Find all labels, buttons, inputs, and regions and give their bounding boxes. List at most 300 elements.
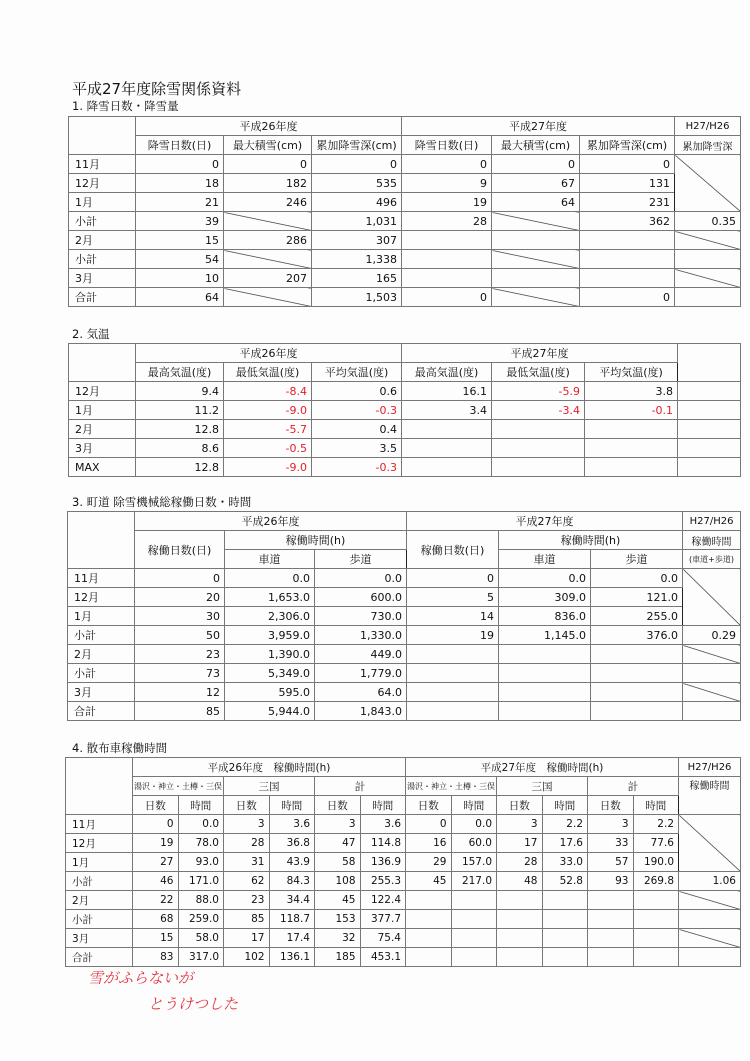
- table-cell: 45: [406, 872, 452, 891]
- table-row: [66, 815, 741, 834]
- table-cell: [497, 948, 543, 967]
- col-header: 最低気温(度): [224, 363, 312, 382]
- table-cell: 3,959.0: [225, 626, 315, 645]
- table-cell: 153: [315, 910, 361, 929]
- area-header: 湯沢・神立・土樽・三俣: [406, 777, 497, 796]
- table-row: [69, 439, 741, 458]
- ratio-cell: [675, 250, 741, 269]
- table-cell: 108: [315, 872, 361, 891]
- table-cell: [402, 420, 492, 439]
- table-cell: [224, 212, 312, 231]
- table-cell: 64: [492, 193, 580, 212]
- table-cell: 52.8: [542, 872, 588, 891]
- ratio-cell: [679, 948, 741, 967]
- table-cell: 0: [402, 155, 492, 174]
- table-cell: -9.0: [224, 401, 312, 420]
- table-cell: [499, 664, 591, 683]
- table-cell: 2,306.0: [225, 607, 315, 626]
- table-cell: 1,779.0: [315, 664, 407, 683]
- spreader-operation-table: [65, 757, 741, 967]
- corner-cell: [66, 758, 133, 815]
- diagonal-cell: [683, 569, 741, 626]
- table-cell: [406, 891, 452, 910]
- table-cell: 17: [497, 834, 543, 853]
- table-cell: 12.8: [136, 458, 224, 477]
- hours-header: 時間: [269, 796, 315, 815]
- table-cell: [406, 929, 452, 948]
- table-cell: 0.0: [315, 569, 407, 588]
- row-label: 12月: [69, 382, 136, 401]
- table-row: [66, 891, 741, 910]
- col-header: 車道: [499, 550, 591, 569]
- table-cell: [406, 948, 452, 967]
- table-row: [68, 645, 741, 664]
- total-header: 計: [315, 777, 406, 796]
- table-cell: 0: [407, 569, 499, 588]
- corner-cell: [69, 117, 136, 155]
- row-label: 小計: [69, 212, 136, 231]
- col-header: 降雪日数(日): [402, 136, 492, 155]
- table-cell: 32: [315, 929, 361, 948]
- fy26-header: 平成26年度: [136, 344, 402, 363]
- table-row: [68, 702, 741, 721]
- table-row: [68, 588, 741, 607]
- table-cell: [588, 891, 634, 910]
- table-cell: 60.0: [451, 834, 497, 853]
- hours-header: 時間: [178, 796, 224, 815]
- table-cell: 0.4: [312, 420, 402, 439]
- table-row: [66, 910, 741, 929]
- table-cell: [580, 231, 675, 250]
- table-cell: 57: [588, 853, 634, 872]
- table-row: [66, 853, 741, 872]
- row-label: 3月: [69, 269, 136, 288]
- table-cell: [499, 702, 591, 721]
- ratio-cell: 1.06: [679, 872, 741, 891]
- area-header: 三国: [224, 777, 315, 796]
- fy27-header: 平成27年度: [402, 344, 678, 363]
- table-cell: 10: [136, 269, 224, 288]
- table-cell: [497, 929, 543, 948]
- table-cell: 18: [136, 174, 224, 193]
- table-cell: 17: [224, 929, 270, 948]
- table-cell: 0.0: [225, 569, 315, 588]
- fy26-header: 平成26年度 稼働時間(h): [133, 758, 406, 777]
- row-label: 11月: [68, 569, 135, 588]
- table-cell: 22: [133, 891, 179, 910]
- ratio-subheader: 稼働時間: [683, 531, 741, 550]
- table-cell: [492, 269, 580, 288]
- ratio-subheader: 稼働時間: [679, 777, 741, 815]
- col-header: 稼働日数(日): [407, 531, 499, 569]
- table-cell: 1,031: [312, 212, 402, 231]
- table-row: [69, 193, 741, 212]
- row-label: 小計: [69, 250, 136, 269]
- table-cell: 16: [406, 834, 452, 853]
- ratio-cell: [679, 910, 741, 929]
- area-header: 湯沢・神立・土樽・三俣: [133, 777, 224, 796]
- table-cell: 9: [402, 174, 492, 193]
- table-cell: 54: [136, 250, 224, 269]
- table-cell: 31: [224, 853, 270, 872]
- blank-cell: [678, 401, 741, 420]
- table-cell: 75.4: [360, 929, 406, 948]
- col-header: 最高気温(度): [402, 363, 492, 382]
- hours-header: 時間: [451, 796, 497, 815]
- table-cell: [499, 645, 591, 664]
- row-label: 2月: [69, 420, 136, 439]
- table-cell: 595.0: [225, 683, 315, 702]
- table-cell: [591, 645, 683, 664]
- table-cell: [542, 891, 588, 910]
- table-cell: 68: [133, 910, 179, 929]
- row-label: 2月: [68, 645, 135, 664]
- table-cell: 207: [224, 269, 312, 288]
- table-cell: [402, 231, 492, 250]
- ratio-cell: [683, 683, 741, 702]
- ratio-cell: [683, 645, 741, 664]
- table-cell: -0.1: [585, 401, 678, 420]
- row-label: 11月: [66, 815, 133, 834]
- table-cell: 88.0: [178, 891, 224, 910]
- row-label: 11月: [69, 155, 136, 174]
- table-cell: 836.0: [499, 607, 591, 626]
- table-cell: 15: [133, 929, 179, 948]
- table-cell: -0.3: [312, 401, 402, 420]
- table-cell: 23: [224, 891, 270, 910]
- table-cell: 255.3: [360, 872, 406, 891]
- table-cell: 46: [133, 872, 179, 891]
- table-cell: 535: [312, 174, 402, 193]
- table-cell: 0.6: [312, 382, 402, 401]
- table-cell: [492, 250, 580, 269]
- col-header: 稼働時間(h): [225, 531, 407, 550]
- table-row: [69, 174, 741, 193]
- table-cell: 0: [224, 155, 312, 174]
- table-cell: 73: [135, 664, 225, 683]
- table-cell: 21: [136, 193, 224, 212]
- table-row: [66, 872, 741, 891]
- table-cell: 3.5: [312, 439, 402, 458]
- section-1-heading: 1. 降雪日数・降雪量: [72, 99, 179, 113]
- col-header: 歩道: [315, 550, 407, 569]
- table-cell: 165: [312, 269, 402, 288]
- table-cell: [407, 702, 499, 721]
- row-label: 1月: [68, 607, 135, 626]
- section-3-heading: 3. 町道 除雪機械総稼働日数・時間: [72, 495, 252, 509]
- row-label: 2月: [66, 891, 133, 910]
- table-cell: 58.0: [178, 929, 224, 948]
- table-cell: 11.2: [136, 401, 224, 420]
- table-row: [68, 683, 741, 702]
- section-2-heading: 2. 気温: [72, 327, 110, 341]
- table-row: [66, 929, 741, 948]
- row-label: 1月: [69, 193, 136, 212]
- row-label: MAX: [69, 458, 136, 477]
- table-cell: [542, 910, 588, 929]
- table-cell: [402, 439, 492, 458]
- table-cell: 28: [224, 834, 270, 853]
- table-cell: [407, 645, 499, 664]
- table-row: [69, 212, 741, 231]
- row-label: 1月: [69, 401, 136, 420]
- table-cell: 286: [224, 231, 312, 250]
- table-cell: 16.1: [402, 382, 492, 401]
- col-header: 最低気温(度): [492, 363, 585, 382]
- table-cell: 85: [224, 910, 270, 929]
- table-cell: 45: [315, 891, 361, 910]
- table-cell: [492, 420, 585, 439]
- table-cell: [633, 891, 679, 910]
- table-cell: 67: [492, 174, 580, 193]
- table-cell: -5.9: [492, 382, 585, 401]
- diagonal-cell: [679, 815, 741, 872]
- table-cell: [492, 458, 585, 477]
- corner-cell: [69, 344, 136, 382]
- table-cell: 33: [588, 834, 634, 853]
- table-cell: 9.4: [136, 382, 224, 401]
- table-cell: 43.9: [269, 853, 315, 872]
- table-cell: [588, 929, 634, 948]
- table-row: [66, 948, 741, 967]
- table-cell: [492, 288, 580, 307]
- table-cell: 5,349.0: [225, 664, 315, 683]
- blank-cell: [678, 420, 741, 439]
- table-row: [69, 288, 741, 307]
- table-cell: [585, 420, 678, 439]
- table-cell: 93: [588, 872, 634, 891]
- table-cell: 5,944.0: [225, 702, 315, 721]
- table-cell: [492, 439, 585, 458]
- table-cell: -8.4: [224, 382, 312, 401]
- total-header: 計: [588, 777, 679, 796]
- table-cell: [542, 948, 588, 967]
- table-cell: 131: [580, 174, 675, 193]
- table-cell: 102: [224, 948, 270, 967]
- table-row: [69, 420, 741, 439]
- table-cell: 231: [580, 193, 675, 212]
- col-header: 稼働日数(日): [135, 531, 225, 569]
- table-cell: [492, 231, 580, 250]
- table-cell: 14: [407, 607, 499, 626]
- col-header: 平均気温(度): [585, 363, 678, 382]
- table-row: [68, 607, 741, 626]
- col-header: 歩道: [591, 550, 683, 569]
- table-cell: 182: [224, 174, 312, 193]
- table-cell: 58: [315, 853, 361, 872]
- table-cell: 0.0: [499, 569, 591, 588]
- table-cell: 0: [133, 815, 179, 834]
- table-cell: 309.0: [499, 588, 591, 607]
- table-cell: 3.6: [360, 815, 406, 834]
- table-row: [69, 231, 741, 250]
- ratio-note: (車道+歩道): [683, 550, 741, 569]
- corner-cell: [68, 512, 135, 569]
- table-cell: 190.0: [633, 853, 679, 872]
- table-cell: [499, 683, 591, 702]
- table-cell: 121.0: [591, 588, 683, 607]
- table-cell: 64: [136, 288, 224, 307]
- table-cell: 0: [580, 155, 675, 174]
- document-title: 平成27年度除雪関係資料: [72, 80, 242, 98]
- table-cell: [492, 212, 580, 231]
- row-label: 3月: [66, 929, 133, 948]
- table-cell: 600.0: [315, 588, 407, 607]
- table-cell: 269.8: [633, 872, 679, 891]
- table-cell: [402, 458, 492, 477]
- table-cell: 376.0: [591, 626, 683, 645]
- section-4-heading: 4. 散布車稼働時間: [72, 741, 168, 755]
- col-header: 平均気温(度): [312, 363, 402, 382]
- table-cell: 114.8: [360, 834, 406, 853]
- table-cell: 15: [136, 231, 224, 250]
- days-header: 日数: [133, 796, 179, 815]
- row-label: 2月: [69, 231, 136, 250]
- col-header: 車道: [225, 550, 315, 569]
- table-cell: [633, 929, 679, 948]
- area-header: 三国: [497, 777, 588, 796]
- col-header: 降雪日数(日): [136, 136, 224, 155]
- table-cell: [580, 269, 675, 288]
- row-label: 小計: [68, 664, 135, 683]
- note-line: 雪がふらないが: [88, 969, 194, 987]
- table-row: [68, 626, 741, 645]
- table-row: [69, 155, 741, 174]
- table-cell: [591, 702, 683, 721]
- row-label: 合計: [66, 948, 133, 967]
- table-cell: 136.1: [269, 948, 315, 967]
- table-cell: 8.6: [136, 439, 224, 458]
- col-header: 累加降雪深(cm): [312, 136, 402, 155]
- ratio-header: H27/H26: [675, 117, 741, 136]
- row-label: 小計: [66, 910, 133, 929]
- table-cell: 1,145.0: [499, 626, 591, 645]
- table-cell: [407, 683, 499, 702]
- table-cell: 27: [133, 853, 179, 872]
- table-row: [66, 834, 741, 853]
- table-cell: 118.7: [269, 910, 315, 929]
- table-cell: 0.0: [451, 815, 497, 834]
- ratio-cell: [683, 702, 741, 721]
- table-cell: 0.0: [591, 569, 683, 588]
- table-cell: 362: [580, 212, 675, 231]
- days-header: 日数: [224, 796, 270, 815]
- table-cell: [402, 250, 492, 269]
- row-label: 3月: [69, 439, 136, 458]
- days-header: 日数: [497, 796, 543, 815]
- table-cell: 23: [135, 645, 225, 664]
- table-cell: 33.0: [542, 853, 588, 872]
- table-row: [69, 458, 741, 477]
- table-cell: 12.8: [136, 420, 224, 439]
- table-cell: -5.7: [224, 420, 312, 439]
- table-cell: 3.6: [269, 815, 315, 834]
- table-cell: 1,843.0: [315, 702, 407, 721]
- table-cell: [588, 948, 634, 967]
- table-cell: 36.8: [269, 834, 315, 853]
- table-cell: 3.8: [585, 382, 678, 401]
- table-cell: 48: [497, 872, 543, 891]
- ratio-cell: [675, 288, 741, 307]
- table-cell: -3.4: [492, 401, 585, 420]
- table-cell: 0: [492, 155, 580, 174]
- table-cell: 0: [312, 155, 402, 174]
- table-cell: 47: [315, 834, 361, 853]
- row-label: 12月: [69, 174, 136, 193]
- table-cell: 3.4: [402, 401, 492, 420]
- table-cell: 30: [135, 607, 225, 626]
- table-cell: [224, 250, 312, 269]
- hours-header: 時間: [360, 796, 406, 815]
- fy27-header: 平成27年度 稼働時間(h): [406, 758, 679, 777]
- days-header: 日数: [315, 796, 361, 815]
- table-cell: 246: [224, 193, 312, 212]
- table-row: [69, 250, 741, 269]
- table-cell: 259.0: [178, 910, 224, 929]
- table-cell: [542, 929, 588, 948]
- table-cell: [580, 250, 675, 269]
- table-cell: [406, 910, 452, 929]
- table-cell: 19: [407, 626, 499, 645]
- table-cell: 307: [312, 231, 402, 250]
- table-row: [69, 269, 741, 288]
- table-cell: 20: [135, 588, 225, 607]
- row-label: 合計: [68, 702, 135, 721]
- ratio-cell: [675, 269, 741, 288]
- table-cell: -0.5: [224, 439, 312, 458]
- table-cell: [451, 948, 497, 967]
- blank-cell: [678, 458, 741, 477]
- table-cell: 3: [497, 815, 543, 834]
- table-cell: 157.0: [451, 853, 497, 872]
- table-cell: 62: [224, 872, 270, 891]
- table-cell: 0.0: [178, 815, 224, 834]
- col-header: 稼働時間(h): [499, 531, 683, 550]
- snowfall-table: [68, 116, 741, 307]
- col-header: 累加降雪深(cm): [580, 136, 675, 155]
- row-label: 小計: [66, 872, 133, 891]
- table-cell: 171.0: [178, 872, 224, 891]
- table-cell: 17.6: [542, 834, 588, 853]
- table-cell: 1,653.0: [225, 588, 315, 607]
- table-cell: -0.3: [312, 458, 402, 477]
- table-cell: [451, 929, 497, 948]
- hours-header: 時間: [633, 796, 679, 815]
- table-cell: -9.0: [224, 458, 312, 477]
- temperature-table: [68, 343, 741, 477]
- table-cell: 136.9: [360, 853, 406, 872]
- handwritten-note: [88, 965, 238, 1017]
- table-cell: 255.0: [591, 607, 683, 626]
- table-cell: 0: [135, 569, 225, 588]
- table-cell: 64.0: [315, 683, 407, 702]
- days-header: 日数: [406, 796, 452, 815]
- table-cell: 3: [588, 815, 634, 834]
- table-cell: [224, 288, 312, 307]
- table-cell: [451, 910, 497, 929]
- table-cell: 85: [135, 702, 225, 721]
- ratio-cell: 0.29: [683, 626, 741, 645]
- table-cell: 1,338: [312, 250, 402, 269]
- table-cell: [402, 269, 492, 288]
- machine-operation-table: [67, 511, 741, 721]
- ratio-cell: [675, 231, 741, 250]
- table-cell: 0: [402, 288, 492, 307]
- blank-cell: [678, 344, 741, 382]
- row-label: 3月: [68, 683, 135, 702]
- ratio-cell: [683, 664, 741, 683]
- table-cell: 39: [136, 212, 224, 231]
